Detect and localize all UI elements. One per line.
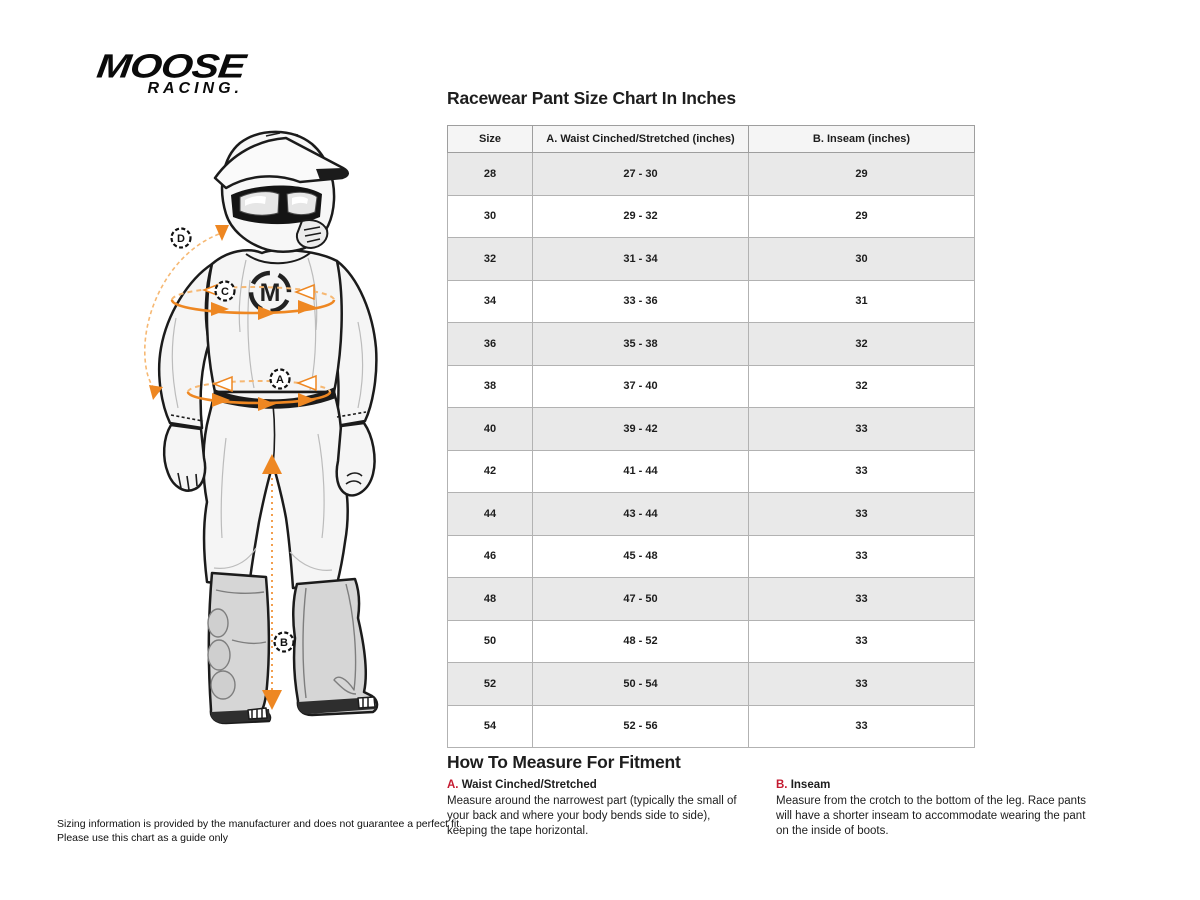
size-cell: 46: [448, 535, 533, 578]
table-row: [448, 323, 975, 366]
rider-boots: [208, 573, 377, 723]
size-cell: 34: [448, 280, 533, 323]
table-row: [448, 195, 975, 238]
rider-left-arm: [159, 264, 212, 428]
measure-inseam-label: [776, 779, 1088, 791]
rider-left-glove: [164, 425, 205, 491]
measure-info-waist: [447, 779, 747, 839]
waist-cell: 45 - 48: [533, 535, 749, 578]
helmet: [215, 132, 348, 263]
size-cell: 32: [448, 238, 533, 281]
right-boot-toe-cap: [358, 697, 375, 708]
waist-cell: 33 - 36: [533, 280, 749, 323]
moose-racing-logo: [57, 46, 248, 97]
waist-cell: 27 - 30: [533, 153, 749, 196]
size-cell: 44: [448, 493, 533, 536]
measure-info-inseam: [776, 779, 1088, 839]
waist-cell: 31 - 34: [533, 238, 749, 281]
logo-sub-text: RACING.: [147, 80, 243, 97]
table-row: [448, 620, 975, 663]
waist-cell: 52 - 56: [533, 705, 749, 748]
table-header-row: [448, 126, 975, 153]
inseam-cell: 32: [749, 365, 975, 408]
inseam-cell: 33: [749, 493, 975, 536]
disclaimer-line-2: Please use this chart as a guide only: [57, 832, 229, 844]
inseam-cell: 30: [749, 238, 975, 281]
measure-inseam-title: Inseam: [790, 779, 831, 791]
table-row: [448, 238, 975, 281]
measure-inseam-prefix: B.: [776, 779, 788, 791]
marker-d: [172, 229, 191, 248]
left-boot-guard-bump: [211, 671, 235, 699]
svg-text:B: B: [280, 637, 288, 649]
waist-cell: 29 - 32: [533, 195, 749, 238]
waist-cell: 41 - 44: [533, 450, 749, 493]
marker-b: [275, 633, 294, 652]
size-chart-table: [447, 125, 975, 748]
table-row: [448, 450, 975, 493]
svg-text:D: D: [177, 233, 185, 245]
measure-waist-title: Waist Cinched/Stretched: [461, 779, 597, 791]
jersey-logo-letter: M: [259, 279, 281, 307]
table-row: [448, 153, 975, 196]
inseam-cell: 33: [749, 535, 975, 578]
left-boot-guard-bump: [208, 640, 230, 670]
waist-cell: 39 - 42: [533, 408, 749, 451]
size-cell: 30: [448, 195, 533, 238]
disclaimer-line-1: Sizing information is provided by the manufacturer and does not guarantee a perfect fit.: [57, 818, 463, 830]
table-row: [448, 365, 975, 408]
measure-waist-description: Measure around the narrowest part (typically the small of your back and where your body bends side to side), keeping the tape horizontal.: [447, 795, 737, 837]
waist-cell: 50 - 54: [533, 663, 749, 706]
size-cell: 42: [448, 450, 533, 493]
size-cell: 52: [448, 663, 533, 706]
inseam-cell: 33: [749, 408, 975, 451]
howto-heading: How To Measure For Fitment: [447, 752, 681, 772]
page-title: Racewear Pant Size Chart In Inches: [447, 88, 736, 108]
waist-cell: 35 - 38: [533, 323, 749, 366]
header-inseam: B. Inseam (inches): [749, 126, 975, 153]
inseam-cell: 32: [749, 323, 975, 366]
inseam-cell: 33: [749, 620, 975, 663]
waist-cell: 47 - 50: [533, 578, 749, 621]
waist-cell: 37 - 40: [533, 365, 749, 408]
table-row: [448, 663, 975, 706]
measure-inseam-description: Measure from the crotch to the bottom of the leg. Race pants will have a shorter inseam to accommodate wearing the pant on the inside of boots.: [776, 795, 1087, 837]
size-cell: 38: [448, 365, 533, 408]
inseam-cell: 29: [749, 153, 975, 196]
rider-measurement-illustration: [50, 118, 440, 750]
waist-cell: 43 - 44: [533, 493, 749, 536]
left-boot-toe-cap: [248, 708, 267, 719]
size-cell: 40: [448, 408, 533, 451]
rider-right-glove: [337, 423, 375, 495]
size-cell: 36: [448, 323, 533, 366]
measure-waist-prefix: A.: [447, 779, 459, 791]
measure-waist-label: [447, 779, 747, 791]
table-row: [448, 535, 975, 578]
left-boot-guard-bump: [208, 609, 228, 637]
inseam-cell: 33: [749, 705, 975, 748]
rider-pants: [203, 392, 347, 588]
sleeve-arrow-top: [215, 225, 229, 241]
size-cell: 48: [448, 578, 533, 621]
inseam-cell: 29: [749, 195, 975, 238]
marker-a: [271, 370, 290, 389]
svg-text:C: C: [221, 286, 229, 298]
table-row: [448, 493, 975, 536]
disclaimer: [57, 817, 462, 845]
table-row: [448, 280, 975, 323]
waist-cell: 48 - 52: [533, 620, 749, 663]
inseam-cell: 33: [749, 578, 975, 621]
size-cell: 50: [448, 620, 533, 663]
size-cell: 28: [448, 153, 533, 196]
table-row: [448, 578, 975, 621]
size-cell: 54: [448, 705, 533, 748]
inseam-cell: 33: [749, 663, 975, 706]
inseam-cell: 31: [749, 280, 975, 323]
marker-c: [216, 282, 235, 301]
table-row: [448, 408, 975, 451]
table-row: [448, 705, 975, 748]
svg-text:A: A: [276, 374, 284, 386]
inseam-cell: 33: [749, 450, 975, 493]
goggles-right-lens: [287, 192, 317, 214]
header-waist: A. Waist Cinched/Stretched (inches): [533, 126, 749, 153]
header-size: Size: [448, 126, 533, 153]
logo-brand-text: MOOSE: [94, 47, 248, 85]
